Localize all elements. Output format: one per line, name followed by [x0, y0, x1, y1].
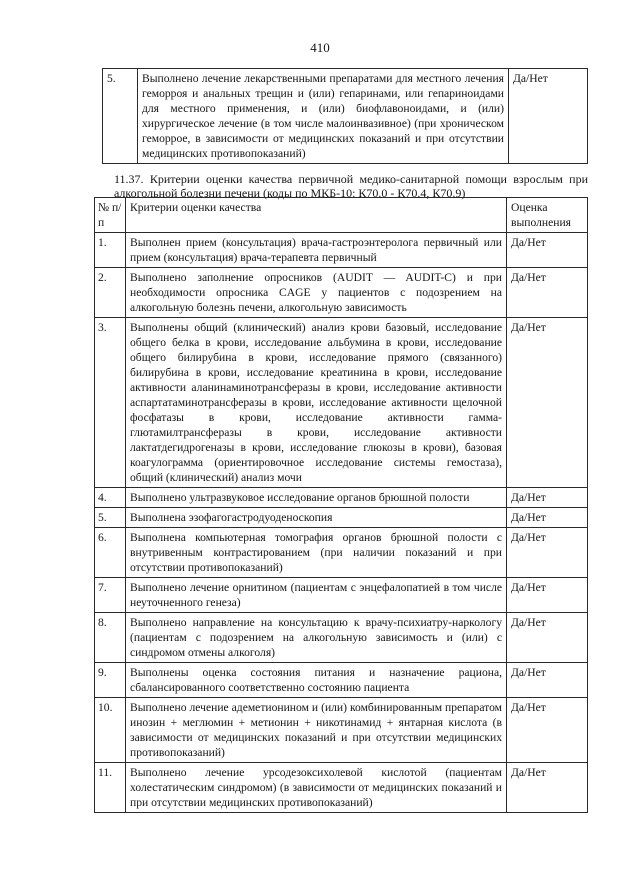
criterion-text: Выполнено заполнение опросников (AUDIT — AUDIT-C) и при необходимости опросника CAGE у пациентов с подозрением на алкогольную болезнь печени, алкогольную зависимость — [126, 268, 507, 318]
table-row — [95, 528, 588, 578]
criterion-text: Выполнено ультразвуковое исследование органов брюшной полости — [126, 488, 507, 508]
row-number: 10. — [95, 698, 126, 763]
grade-cell: Да/Нет — [507, 663, 588, 698]
row-number: 3. — [95, 318, 126, 488]
row-number: 8. — [95, 613, 126, 663]
row-number: 11. — [95, 763, 126, 813]
criteria-rows — [95, 233, 588, 813]
grade-cell: Да/Нет — [507, 268, 588, 318]
criterion-text: Выполнен прием (консультация) врача-гастроэнтеролога первичный или прием (консультация) врача-терапевта первичный — [126, 233, 507, 268]
table-row — [95, 233, 588, 268]
row-number: 9. — [95, 663, 126, 698]
row-number: 5. — [103, 69, 138, 164]
header-criterion: Критерии оценки качества — [126, 198, 507, 233]
table-row — [95, 613, 588, 663]
table-row — [95, 508, 588, 528]
table-row — [95, 268, 588, 318]
table-row — [95, 663, 588, 698]
grade-cell: Да/Нет — [507, 528, 588, 578]
criterion-text: Выполнено направление на консультацию к врачу-психиатру-наркологу (пациентам с подозрением на алкогольную зависимость и (или) с синдромом отмены алкоголя) — [126, 613, 507, 663]
criterion-text: Выполнено лечение урсодезоксихолевой кислотой (пациентам холестатическим синдромом) (в зависимости от медицинских показаний и при отсутствии медицинских противопоказаний) — [126, 763, 507, 813]
grade-cell: Да/Нет — [507, 508, 588, 528]
page-number: 410 — [310, 40, 330, 55]
criterion-text: Выполнено лечение лекарственными препаратами для местного лечения геморроя и анальных трещин и (или) гепаринами, или гепариноидами для местного применения, и (или) биофлавоноидами, и (или) хирургическое лечение (в том числе малоинвазивное) (при хроническом геморрое, в зависимости от медицинских показаний и при отсутствии медицинских противопоказаний) — [138, 69, 509, 164]
section-heading: 11.37. Критерии оценки качества первичной медико-санитарной помощи взрослым при алкогольной болезни печени (коды по МКБ-10: К70.0 - К70.4, К70.9) — [114, 172, 588, 200]
criterion-text: Выполнено лечение орнитином (пациентам с энцефалопатией в том числе неуточненного генеза) — [126, 578, 507, 613]
table-row — [95, 488, 588, 508]
criterion-text: Выполнены оценка состояния питания и назначение рациона, сбалансированного соответственно состоянию пациента — [126, 663, 507, 698]
criterion-text: Выполнено лечение адеметионином и (или) комбинированным препаратом инозин + меглюмин + метионин + никотинамид + янтарная кислота (в зависимости от медицинских показаний и при отсутствии медицинских противопоказаний) — [126, 698, 507, 763]
row-number: 4. — [95, 488, 126, 508]
criterion-text: Выполнена компьютерная томография органов брюшной полости с внутривенным контрастированием (при наличии показаний и при отсутствии противопоказаний) — [126, 528, 507, 578]
grade-cell: Да/Нет — [507, 488, 588, 508]
grade-cell: Да/Нет — [507, 233, 588, 268]
row-number: 1. — [95, 233, 126, 268]
criteria-table — [94, 197, 588, 813]
criterion-text: Выполнена эзофагогастродуоденоскопия — [126, 508, 507, 528]
table-row — [95, 763, 588, 813]
continued-criteria-table — [102, 68, 588, 164]
header-grade: Оценка выполнения — [507, 198, 588, 233]
row-number: 6. — [95, 528, 126, 578]
row-number: 5. — [95, 508, 126, 528]
table-row — [103, 69, 588, 164]
grade-cell: Да/Нет — [507, 698, 588, 763]
row-number: 7. — [95, 578, 126, 613]
table-header-row — [95, 198, 588, 233]
table-row — [95, 698, 588, 763]
grade-cell: Да/Нет — [507, 613, 588, 663]
criterion-text: Выполнены общий (клинический) анализ крови базовый, исследование общего белка в крови, исследование альбумина в крови, исследование общего билирубина в крови, исследование прямого (связанного) билирубина в крови, исследование креатинина в крови, исследование активности аланинаминотрансферазы в крови, исследование активности аспартатаминотрансферазы в крови, исследование активности щелочной фосфатазы в крови, исследование активности гамма-глютамилтрансферазы в крови, исследование активности лактатдегидрогеназы в крови, исследование глюкозы в крови), базовая коагулограмма (ориентировочное исследование системы гемостаза), общий (клинический) анализ мочи — [126, 318, 507, 488]
grade-cell: Да/Нет — [507, 578, 588, 613]
grade-cell: Да/Нет — [509, 69, 588, 164]
grade-cell: Да/Нет — [507, 763, 588, 813]
table-row — [95, 578, 588, 613]
row-number: 2. — [95, 268, 126, 318]
header-num: № п/п — [95, 198, 126, 233]
table-row — [95, 318, 588, 488]
grade-cell: Да/Нет — [507, 318, 588, 488]
